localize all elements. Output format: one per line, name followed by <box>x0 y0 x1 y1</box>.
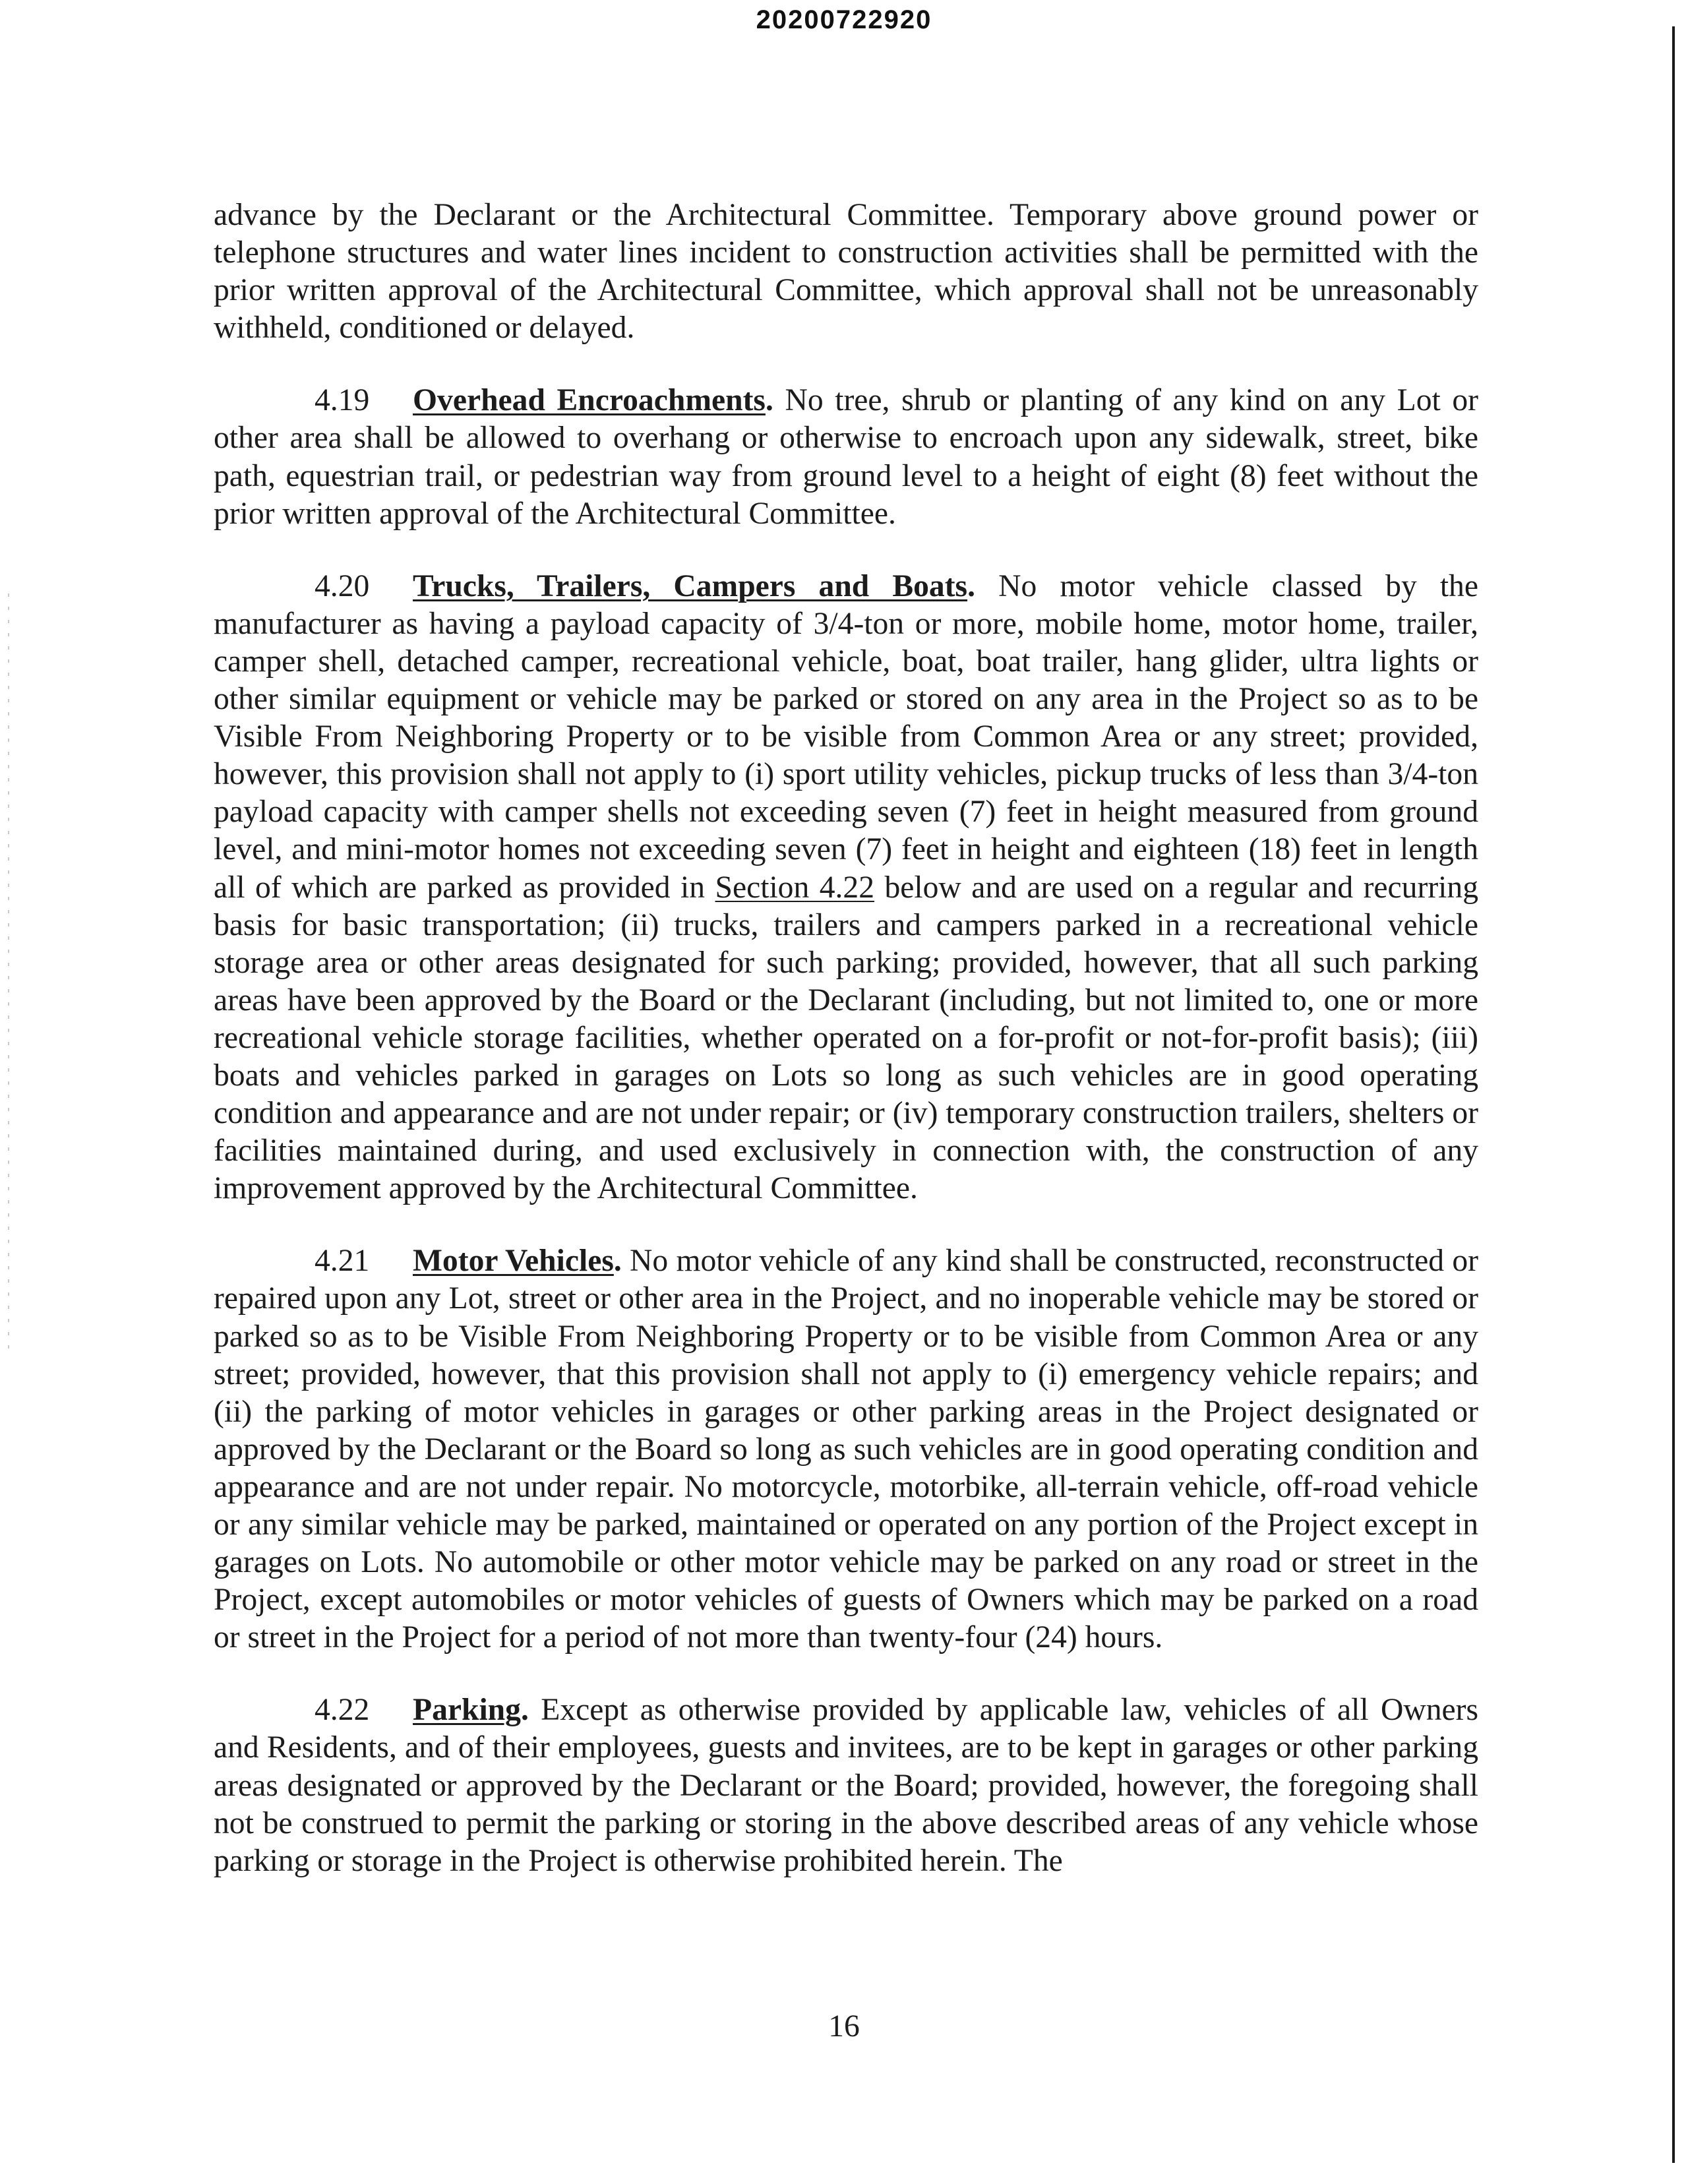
body-text <box>214 197 1478 1915</box>
heading-period: . <box>520 1693 529 1728</box>
section-text: No motor vehicle classed by the manufacturer as having a payload capacity of 3/4-ton or more, mobile home, motor home, trailer, camper shell, detached camper, recreational vehicle, boat, boat trailer, hang glider, ultra lights or other similar equipment or vehicle may be parked or stored on any area in the Project so as to be Visible From Neighboring Property or to be visible from Common Area or any street; provided, however, this provision shall not apply to (i) sport utility vehicles, pickup trucks of less than 3/4-ton payload capacity with camper shells not exceeding seven (7) feet in height measured from ground level, and mini-motor homes not exceeding seven (7) feet in height and eighteen (18) feet in length all of which are parked as provided in <box>214 568 1478 905</box>
section-text: No motor vehicle of any kind shall be constructed, reconstructed or repaired upon any Lot, street or other area in the Project, and no inoperable vehicle may be stored or parked so as to be Visible From Neighboring Property or to be visible from Common Area or any street; provided, however, that this provision shall not apply to (i) emergency vehicle repairs; and (ii) the parking of motor vehicles in garages or other parking areas in the Project designated or approved by the Declarant or the Board so long as such vehicles are in good operating condition and appearance and are not under repair. No motorcycle, motorbike, all-terrain vehicle, off-road vehicle or any similar vehicle may be parked, maintained or operated on any portion of the Project except in garages on Lots. No automobile or other motor vehicle may be parked on any road or street in the Project, except automobiles or motor vehicles of guests of Owners which may be parked on a road or street in the Project for a period of not more than twenty-four (24) hours. <box>214 1244 1479 1655</box>
heading-period: . <box>765 383 773 418</box>
right-margin-rule <box>1672 26 1675 2163</box>
left-margin-scan-marks <box>8 593 9 1352</box>
section-4-22 <box>214 1691 1478 1879</box>
section-4-19 <box>214 382 1478 532</box>
section-4-20 <box>214 568 1478 1208</box>
section-cross-reference: Section 4.22 <box>715 870 875 905</box>
section-text: No tree, shrub or planting of any kind on any Lot or other area shall be allowed to overhang or otherwise to encroach upon any sidewalk, street, bike path, equestrian trail, or pedestrian way from ground level to a height of eight (8) feet without the prior written approval of the Architectural Committee. <box>214 383 1478 531</box>
paragraph-continuation <box>214 197 1478 347</box>
heading-period: . <box>967 568 975 603</box>
section-4-21 <box>214 1242 1478 1656</box>
section-heading: Motor Vehicles <box>413 1244 614 1279</box>
section-number: 4.20 <box>315 568 370 603</box>
section-text: Except as otherwise provided by applicable law, vehicles of all Owners and Residents, and of their employees, guests and invitees, are to be kept in garages or other parking areas designated or approved by the Declarant or the Board; provided, however, the foregoing shall not be construed to permit the parking or storing in the above described areas of any vehicle whose parking or storage in the Project is otherwise prohibited herein. The <box>214 1693 1478 1878</box>
document-number: 20200722920 <box>756 5 932 34</box>
section-heading: Trucks, Trailers, Campers and Boats <box>413 568 968 603</box>
section-text: below and are used on a regular and recurring basis for basic transportation; (ii) trucks, trailers and campers parked in a recreational vehicle storage area or other areas designated for such parking; provided, however, that all such parking areas have been approved by the Board or the Declarant (including, but not limited to, one or more recreational vehicle storage facilities, whether operated on a for-profit or not-for-profit basis); (iii) boats and vehicles parked in garages on Lots so long as such vehicles are in good operating condition and appearance and are not under repair; or (iv) temporary construction trailers, shelters or facilities maintained during, and used exclusively in connection with, the construction of any improvement approved by the Architectural Committee. <box>214 870 1478 1206</box>
section-number: 4.22 <box>315 1693 370 1728</box>
section-number: 4.19 <box>315 383 370 418</box>
heading-period: . <box>613 1244 622 1279</box>
paragraph-text: advance by the Declarant or the Architectural Committee. Temporary above ground power or telephone structures and water lines incident to construction activities shall be permitted with the prior written approval of the Architectural Committee, which approval shall not be unreasonably withheld, conditioned or delayed. <box>214 198 1478 346</box>
section-number: 4.21 <box>315 1244 370 1279</box>
page-number: 16 <box>828 2009 860 2044</box>
section-heading: Parking <box>413 1693 521 1728</box>
section-heading: Overhead Encroachments <box>413 383 766 418</box>
